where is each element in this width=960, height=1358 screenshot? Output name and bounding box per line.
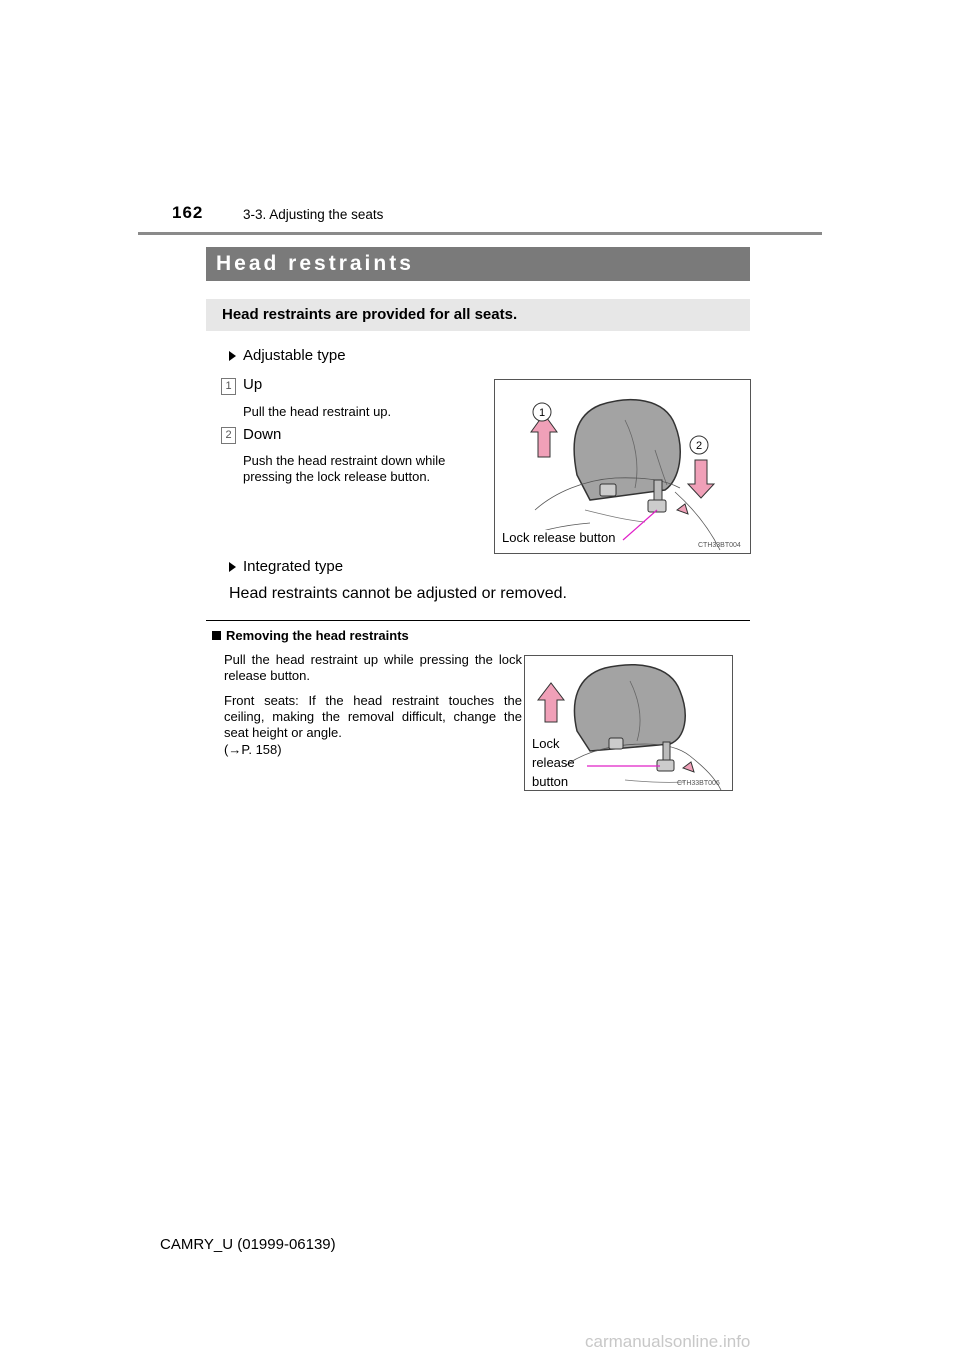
integrated-type-text: Head restraints cannot be adjusted or removed. — [229, 585, 567, 602]
up-arrow-icon — [538, 683, 564, 722]
figure-code: CTH33BT006 — [677, 780, 720, 787]
section-label: 3-3. Adjusting the seats — [243, 207, 384, 222]
header-divider — [138, 232, 822, 235]
removing-instruction: Pull the head restraint up while pressing the lock release button. — [224, 652, 522, 683]
bullet-arrow-icon — [229, 562, 236, 572]
intro-text: Head restraints are provided for all seats. — [222, 306, 518, 323]
square-bullet-icon — [212, 631, 221, 640]
down-arrow-icon — [688, 460, 714, 498]
figure-code: CTH33BT004 — [698, 542, 741, 549]
page-number: 162 — [172, 203, 204, 222]
removing-note: Front seats: If the head restraint touches the ceiling, making the removal difficult, change the seat height or angle. — [224, 693, 522, 740]
watermark: carmanualsonline.info — [585, 1332, 751, 1351]
section-divider — [206, 620, 750, 621]
section-title: Head restraints — [216, 252, 414, 275]
footer-model-code: CAMRY_U (01999-06139) — [160, 1236, 336, 1253]
section-title-bar — [206, 247, 750, 281]
step-up-description: Pull the head restraint up. — [243, 404, 392, 419]
step-number-badge: 1 — [221, 378, 236, 395]
adjustable-head-restraint-figure — [494, 379, 751, 554]
bullet-arrow-icon — [229, 351, 236, 361]
removing-heading: Removing the head restraints — [212, 628, 409, 643]
intro-box — [206, 299, 750, 331]
adjustable-type-label: Adjustable type — [243, 347, 346, 364]
press-arrow-icon — [683, 762, 694, 772]
page-reference: (→P. 158) — [224, 742, 282, 757]
step-number-badge: 2 — [221, 427, 236, 444]
step-down-description: Push the head restraint down while pressing the lock release button. — [243, 453, 446, 484]
step-down-label: Down — [243, 426, 282, 443]
lock-release-callout: Lock release button — [532, 736, 575, 789]
figure-marker-2: 2 — [695, 440, 703, 452]
lock-release-callout: Lock release button — [502, 530, 616, 545]
head-restraint-illustration — [495, 380, 750, 553]
removing-head-restraint-figure — [524, 655, 733, 791]
press-arrow-icon — [677, 504, 688, 514]
integrated-type-label: Integrated type — [243, 558, 344, 575]
figure-marker-1: 1 — [538, 407, 546, 419]
step-up-label: Up — [243, 376, 263, 393]
